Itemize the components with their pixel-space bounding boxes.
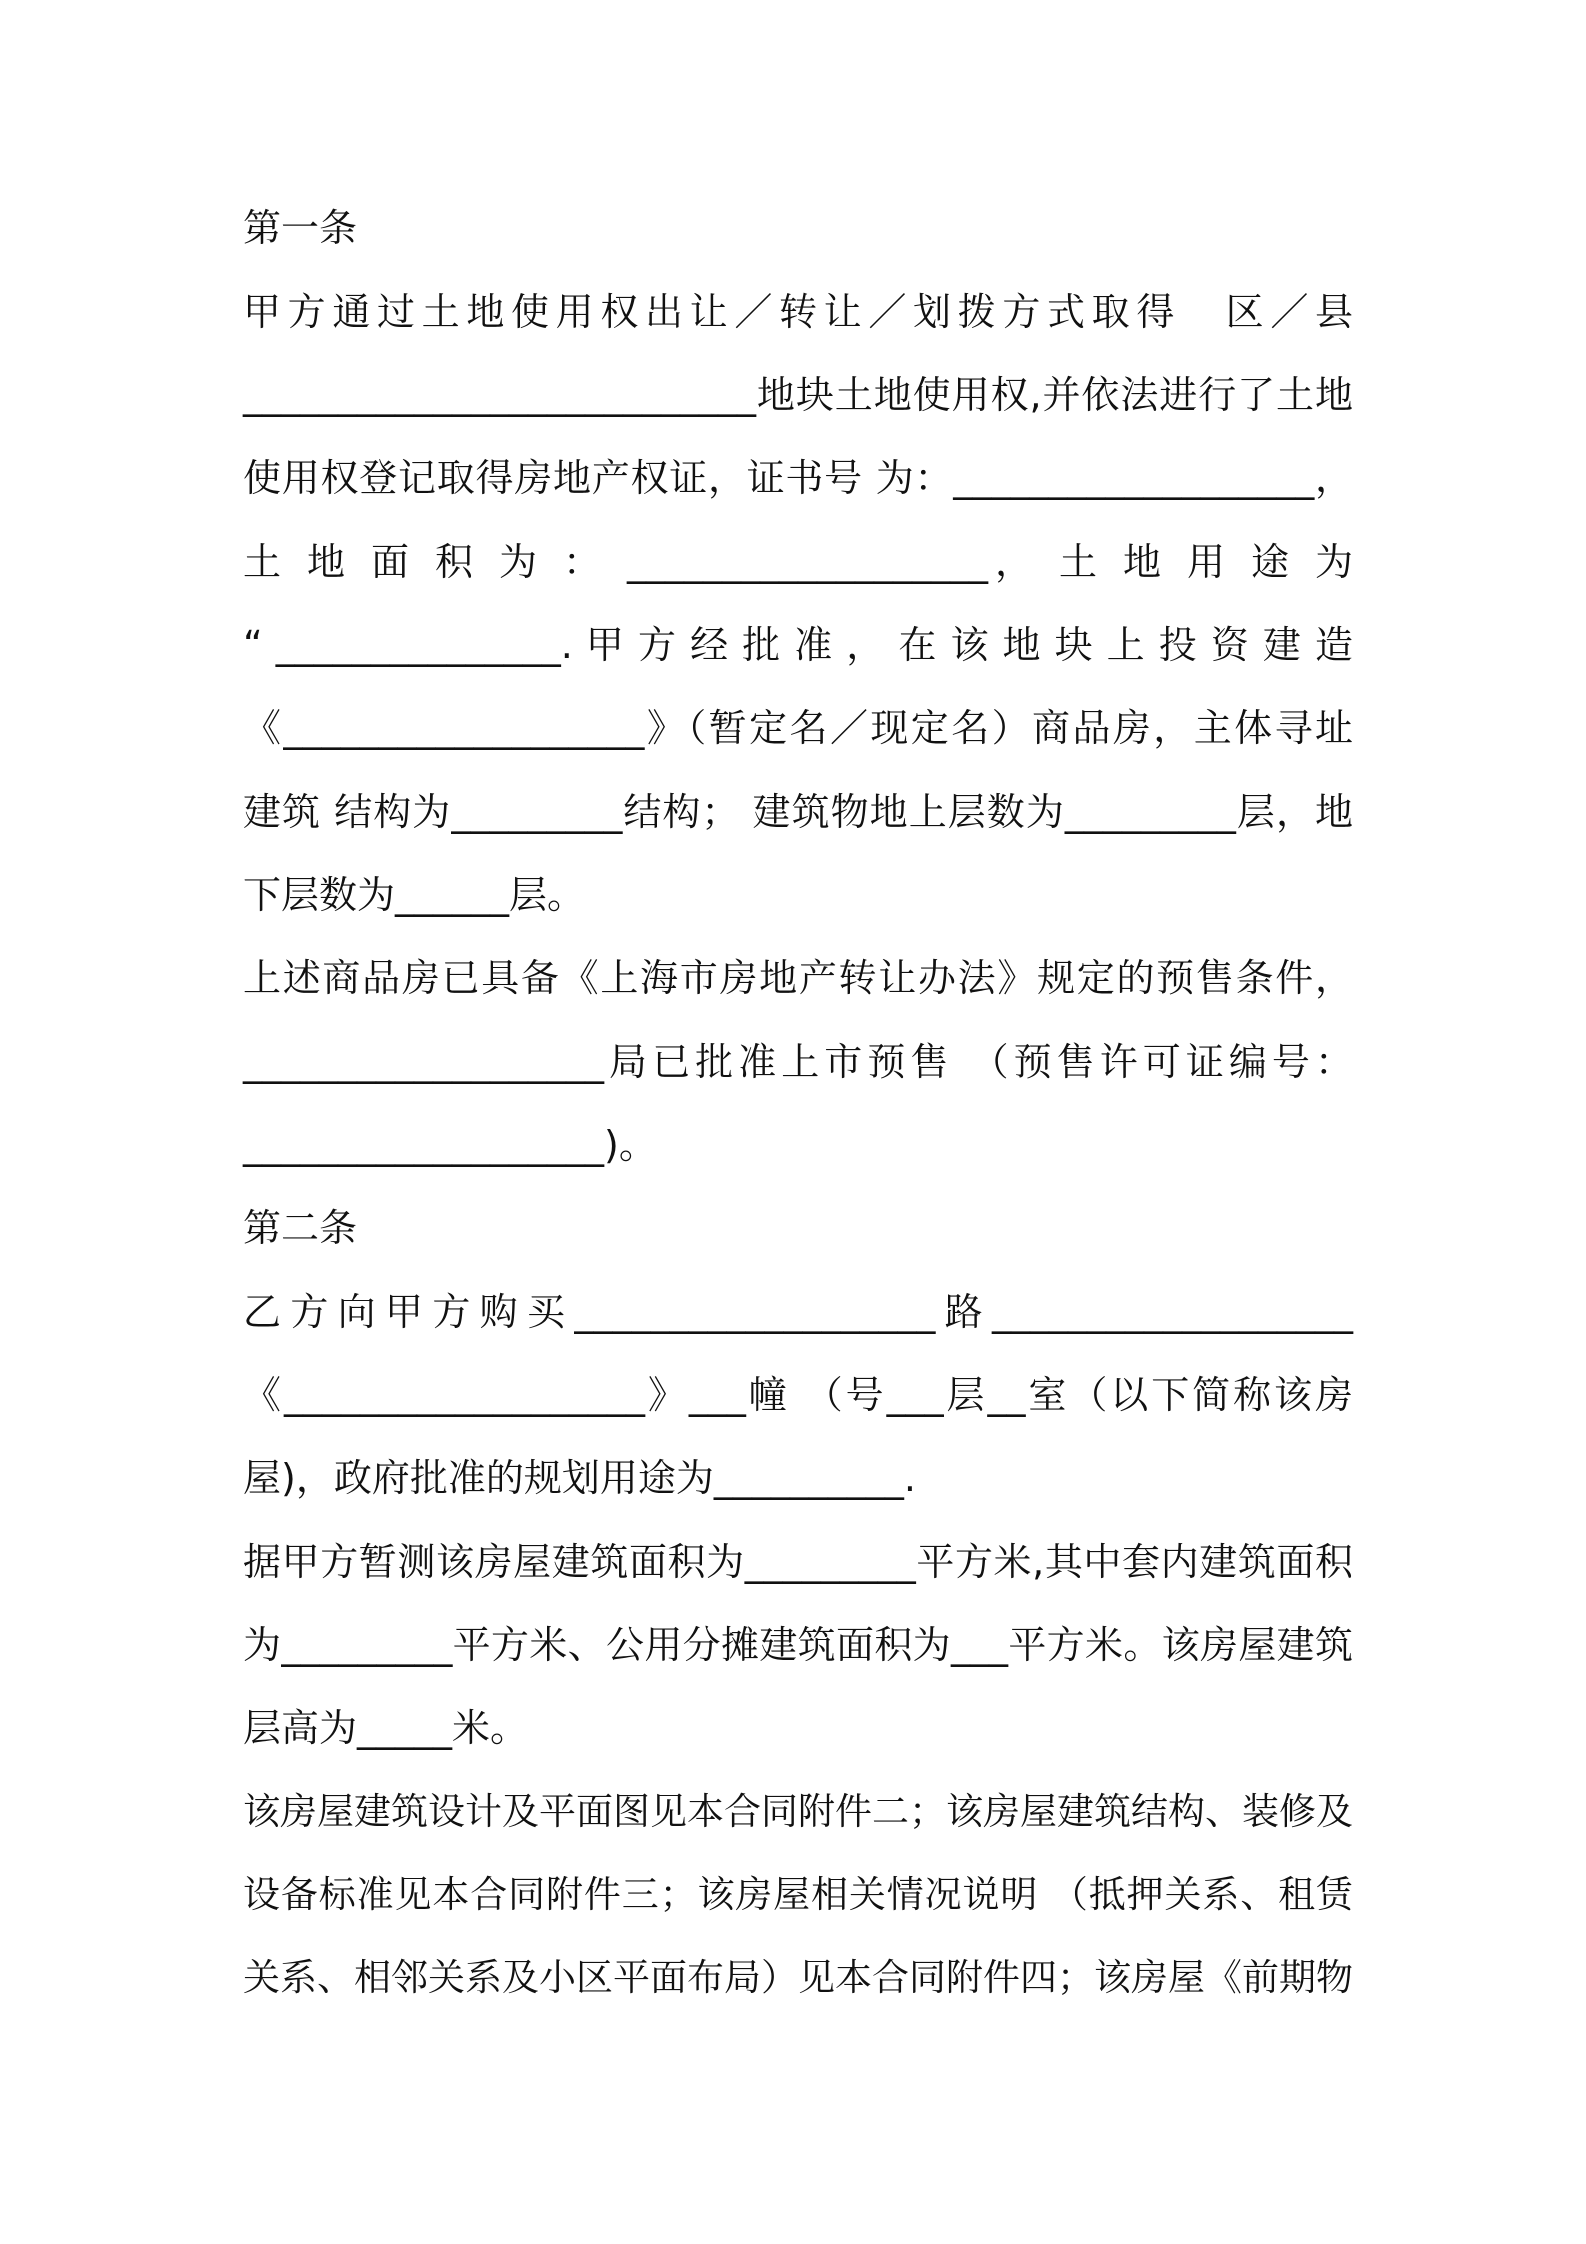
- article-1-line-6: 《___________________》（暂定名／现定名）商品房，主体寻址: [243, 706, 1353, 750]
- article-1-line-5: “ _______________. 甲 方 经 批 准 ， 在 该 地 块 上 投 资 建 造: [243, 623, 1353, 667]
- article-1-line-2: ___________________________地块土地使用权,并依法进行了土地: [243, 373, 1353, 417]
- article-2-line-6: 层高为_____米。: [243, 1706, 529, 1750]
- article-2-line-9: 关系、相邻关系及小区平面布局）见本合同附件四；该房屋《前期物: [243, 1956, 1353, 1999]
- article-1-line-4: 土 地 面 积 为 ： ___________________， 土 地 用 途 为: [243, 540, 1353, 584]
- article-2-line-2: 《___________________》___幢 （号___层__室（以下简称该房: [243, 1373, 1353, 1417]
- article-2-line-3: 屋)，政府批准的规划用途为__________.: [243, 1456, 916, 1500]
- article-1-line-8: 下层数为______层。: [243, 873, 586, 917]
- article-2-heading: 第二条: [243, 1206, 358, 1250]
- article-2-line-7: 该房屋建筑设计及平面图见本合同附件二；该房屋建筑结构、装修及: [243, 1790, 1353, 1833]
- article-2-line-4: 据甲方暂测该房屋建筑面积为_________平方米,其中套内建筑面积: [243, 1540, 1353, 1584]
- article-1-line-1: 甲方通过土地使用权出让／转让／划拨方式取得 区／县: [243, 290, 1353, 334]
- article-2-line-1: 乙方向甲方购买___________________路___________________: [243, 1290, 1353, 1334]
- article-1-line-7: 建筑 结构为_________结构； 建筑物地上层数为_________层，地: [243, 790, 1353, 834]
- article-2-line-8: 设备标准见本合同附件三；该房屋相关情况说明 （抵押关系、租赁: [243, 1873, 1353, 1916]
- article-1-line-11: ___________________)。: [243, 1123, 657, 1167]
- article-1-line-9: 上述商品房已具备《上海市房地产转让办法》规定的预售条件，: [243, 956, 1353, 1000]
- article-1-line-3: 使用权登记取得房地产权证，证书号 为：___________________，: [243, 456, 1353, 500]
- article-1-heading: 第一条: [243, 206, 358, 250]
- article-2-line-5: 为_________平方米、公用分摊建筑面积为___平方米。该房屋建筑: [243, 1623, 1353, 1667]
- article-1-line-10: ___________________局已批准上市预售 （预售许可证编号：: [243, 1040, 1353, 1084]
